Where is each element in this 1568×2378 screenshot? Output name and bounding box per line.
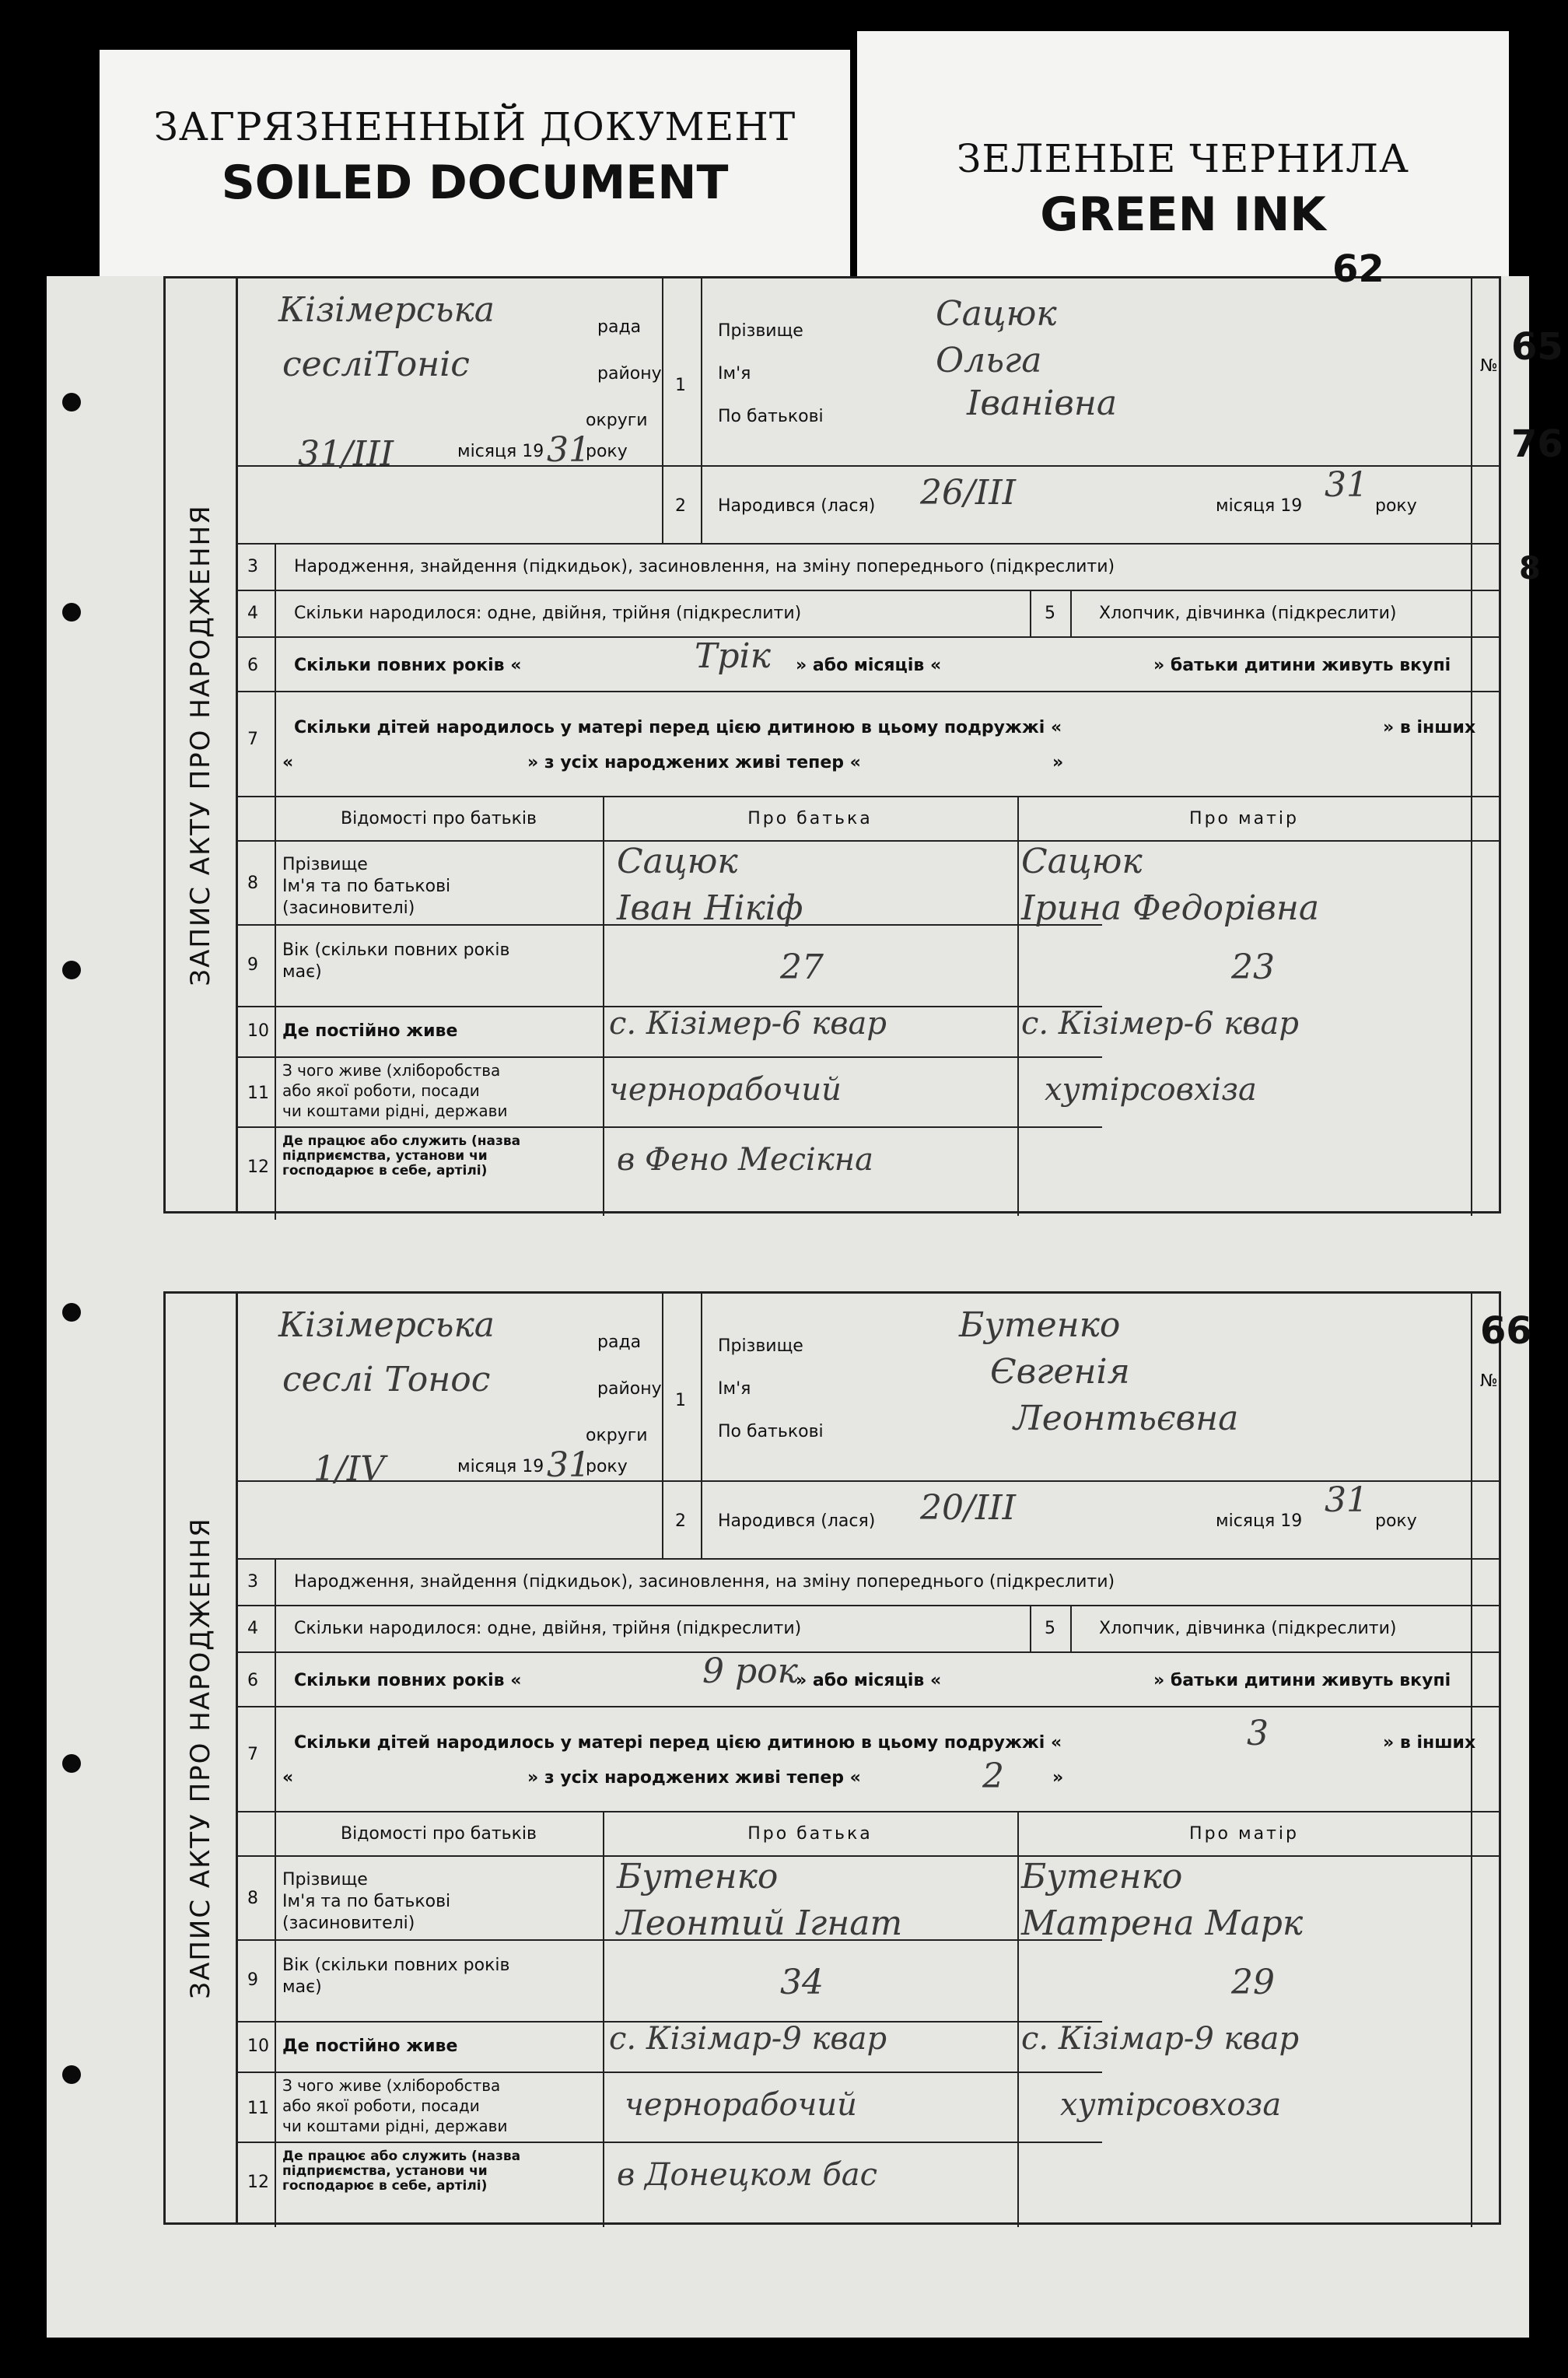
row-number: 11 bbox=[247, 2099, 269, 2118]
row-number: 1 bbox=[675, 1391, 686, 1410]
rada-value: Кізімерська bbox=[278, 1305, 495, 1345]
raion-value: сеслі Тонос bbox=[282, 1360, 491, 1399]
mother-age-value: 23 bbox=[1231, 947, 1275, 987]
reg-date-value: 31/ІІІ bbox=[298, 434, 394, 474]
row-number: 9 bbox=[247, 1970, 258, 1990]
document-page bbox=[47, 247, 1563, 2338]
surname-label: Прізвище bbox=[718, 321, 803, 341]
row-number: 8 bbox=[247, 874, 258, 893]
record-number: 65 bbox=[1511, 325, 1563, 369]
born-month-label: місяця 19 bbox=[1216, 496, 1303, 516]
row-number: 9 bbox=[247, 955, 258, 975]
row-number: 8 bbox=[247, 1889, 258, 1908]
row-number: 7 bbox=[247, 730, 258, 749]
binding-hole bbox=[62, 1303, 81, 1322]
row-number: 10 bbox=[247, 2037, 269, 2056]
born-date-value: 20/ІІІ bbox=[920, 1488, 1016, 1528]
row-number: 1 bbox=[675, 376, 686, 395]
father-work-value: в Фено Месікна bbox=[617, 1142, 873, 1178]
row9-text: Вік (скільки повних років має) bbox=[282, 1956, 510, 1997]
birth-record-1 bbox=[163, 247, 1563, 1214]
record-no-label: № bbox=[1480, 356, 1498, 376]
mother-name-value: Бутенко Матрена Марк bbox=[1021, 1857, 1304, 1943]
record-no-label: № bbox=[1480, 1371, 1498, 1391]
mother-residence-value: с. Кізімар-9 квар bbox=[1021, 2021, 1300, 2057]
father-age-value: 27 bbox=[780, 947, 824, 987]
row-number: 7 bbox=[247, 1745, 258, 1764]
reg-year-value: 31 bbox=[547, 430, 590, 470]
father-header: Про батька bbox=[747, 809, 873, 828]
okruha-label: округи bbox=[586, 1426, 648, 1445]
row7-text-b: » в інших bbox=[1383, 1733, 1476, 1753]
green-ink-label-en: GREEN INK bbox=[1040, 187, 1326, 242]
row-number: 12 bbox=[247, 2173, 269, 2192]
record-side-title: ЗАПИС АКТУ ПРО НАРОДЖЕННЯ bbox=[166, 278, 238, 1211]
row5-text: Хлопчик, дівчинка (підкреслити) bbox=[1099, 604, 1397, 623]
row6-text-b: » або місяців « bbox=[796, 1671, 942, 1690]
row6-text-c: » батьки дитини живуть вкупі bbox=[1153, 1671, 1451, 1690]
parents-header: Відомості про батьків bbox=[341, 1824, 537, 1844]
born-year-label: року bbox=[1375, 1511, 1417, 1531]
reg-month-label: місяця 19 bbox=[457, 1457, 544, 1476]
row11-text: З чого живе (хліборобства або якої роботи, посади чи коштами рідні, держави bbox=[282, 1061, 508, 1120]
soiled-label-en: SOILED DOCUMENT bbox=[221, 156, 729, 210]
row6-text-a: Скільки повних років « bbox=[294, 656, 522, 675]
father-residence-value: с. Кізімер-6 квар bbox=[609, 1006, 887, 1042]
row5-text: Хлопчик, дівчинка (підкреслити) bbox=[1099, 1619, 1397, 1638]
row12-text: Де працює або служить (назва підприємства, установи чи господарює в себе, артілі) bbox=[282, 1133, 521, 1178]
children-alive-value: 2 bbox=[982, 1756, 1004, 1796]
born-date-value: 26/ІІІ bbox=[920, 473, 1016, 513]
record-grid bbox=[236, 1294, 1532, 2222]
row8-text: Прізвище Ім'я та по батькові (засиновителі) bbox=[282, 855, 451, 918]
name-label: Ім'я bbox=[718, 1379, 751, 1399]
binding-hole bbox=[62, 2065, 81, 2084]
row4-text: Скільки народилося: одне, двійня, трійня (підкреслити) bbox=[294, 1619, 802, 1638]
row6-text-a: Скільки повних років « bbox=[294, 1671, 522, 1690]
row3-text: Народження, знайдення (підкидьок), засиновлення, на зміну попереднього (підкреслити) bbox=[294, 1572, 1115, 1592]
raion-value: сесліТоніс bbox=[282, 345, 470, 384]
row-number: 2 bbox=[675, 496, 686, 516]
born-year-value: 31 bbox=[1325, 465, 1368, 505]
name-label: Ім'я bbox=[718, 364, 751, 383]
mother-residence-value: с. Кізімер-6 квар bbox=[1021, 1006, 1299, 1042]
father-header: Про батька bbox=[747, 1824, 873, 1844]
patronymic-label: По батькові bbox=[718, 1422, 824, 1441]
row7-text-b: » в інших bbox=[1383, 718, 1476, 737]
father-name-value: Сацюк Іван Нікіф bbox=[617, 842, 803, 928]
reg-year-label: року bbox=[586, 1457, 628, 1476]
row7-text-e: » bbox=[1052, 753, 1064, 772]
row3-text: Народження, знайдення (підкидьок), засиновлення, на зміну попереднього (підкреслити) bbox=[294, 557, 1115, 576]
rada-label: рада bbox=[597, 317, 642, 337]
row-number: 5 bbox=[1045, 604, 1055, 623]
green-ink-label-ru: ЗЕЛЕНЫЕ ЧЕРНИЛА bbox=[957, 136, 1409, 181]
years-together-value: Трік bbox=[695, 636, 771, 676]
surname-value: Сацюк bbox=[936, 294, 1057, 334]
row-number: 6 bbox=[247, 656, 258, 675]
row6-text-c: » батьки дитини живуть вкупі bbox=[1153, 656, 1451, 675]
patronymic-label: По батькові bbox=[718, 407, 824, 426]
name-value: Євгенія bbox=[990, 1352, 1130, 1392]
surname-label: Прізвище bbox=[718, 1336, 803, 1356]
record-side-title: ЗАПИС АКТУ ПРО НАРОДЖЕННЯ bbox=[166, 1294, 238, 2222]
row8-text: Прізвище Ім'я та по батькові (засиновителі) bbox=[282, 1870, 451, 1933]
row7-text-d: » з усіх народжених живі тепер « bbox=[527, 753, 861, 772]
row10-text: Де постійно живе bbox=[282, 1021, 458, 1041]
father-residence-value: с. Кізімар-9 квар bbox=[609, 2021, 887, 2057]
page-mark: 62 bbox=[1332, 247, 1384, 291]
surname-value: Бутенко bbox=[959, 1305, 1121, 1345]
row-number: 12 bbox=[247, 1157, 269, 1177]
reg-date-value: 1/ІV bbox=[313, 1449, 385, 1489]
row7-text-c: « bbox=[282, 753, 294, 772]
mother-header: Про матір bbox=[1189, 809, 1299, 828]
father-work-value: в Донецком бас bbox=[617, 2157, 878, 2193]
green-ink-label bbox=[857, 31, 1509, 288]
soiled-document-label bbox=[100, 50, 850, 283]
father-name-value: Бутенко Леонтий Ігнат bbox=[617, 1857, 903, 1943]
mother-name-value: Сацюк Ірина Федорівна bbox=[1021, 842, 1320, 928]
reg-month-label: місяця 19 bbox=[457, 442, 544, 461]
rada-value: Кізімерська bbox=[278, 290, 495, 330]
reg-year-label: року bbox=[586, 442, 628, 461]
patronymic-value: Іванівна bbox=[967, 383, 1118, 423]
row7-text-e: » bbox=[1052, 1768, 1064, 1788]
record-grid bbox=[236, 247, 1563, 1211]
row-number: 4 bbox=[247, 604, 258, 623]
birth-record-2 bbox=[163, 1291, 1532, 2225]
row12-text: Де працює або служить (назва підприємства, установи чи господарює в себе, артілі) bbox=[282, 2149, 521, 2194]
raion-label: району bbox=[597, 1379, 662, 1399]
row-number: 6 bbox=[247, 1671, 258, 1690]
side-mark: 76 bbox=[1511, 422, 1563, 466]
binding-hole bbox=[62, 393, 81, 412]
row-number: 4 bbox=[247, 1619, 258, 1638]
father-age-value: 34 bbox=[780, 1963, 824, 2002]
mother-header: Про матір bbox=[1189, 1824, 1299, 1844]
reg-year-value: 31 bbox=[547, 1445, 590, 1485]
record-number: 66 bbox=[1480, 1309, 1532, 1353]
binding-hole bbox=[62, 961, 81, 979]
binding-hole bbox=[62, 1754, 81, 1773]
row-number: 2 bbox=[675, 1511, 686, 1531]
born-year-value: 31 bbox=[1325, 1480, 1368, 1520]
raion-label: району bbox=[597, 364, 662, 383]
row7-text-a: Скільки дітей народилось у матері перед цією дитиною в цьому подружжі « bbox=[294, 718, 1062, 737]
soiled-label-ru: ЗАГРЯЗНЕННЫЙ ДОКУМЕНТ bbox=[153, 104, 796, 149]
side-mark: 8 bbox=[1519, 551, 1541, 587]
row11-text: З чого живе (хліборобства або якої роботи, посади чи коштами рідні, держави bbox=[282, 2076, 508, 2135]
father-occupation-value: чернорабочий bbox=[609, 1072, 842, 1108]
rada-label: рада bbox=[597, 1333, 642, 1352]
row4-text: Скільки народилося: одне, двійня, трійня (підкреслити) bbox=[294, 604, 802, 623]
born-label: Народився (лася) bbox=[718, 1511, 876, 1531]
row-number: 3 bbox=[247, 557, 258, 576]
row-number: 3 bbox=[247, 1572, 258, 1592]
row9-text: Вік (скільки повних років має) bbox=[282, 940, 510, 982]
row-number: 10 bbox=[247, 1021, 269, 1041]
row7-text-c: « bbox=[282, 1768, 294, 1788]
name-value: Ольга bbox=[936, 341, 1042, 380]
row-number: 5 bbox=[1045, 1619, 1055, 1638]
mother-occupation-value: хутірсовхоза bbox=[1060, 2087, 1282, 2123]
mother-age-value: 29 bbox=[1231, 1963, 1275, 2002]
mother-occupation-value: хутірсовхіза bbox=[1045, 1072, 1257, 1108]
years-together-value: 9 рок bbox=[702, 1651, 798, 1691]
children-before-value: 3 bbox=[1247, 1714, 1269, 1753]
parents-header: Відомості про батьків bbox=[341, 809, 537, 828]
father-occupation-value: чернорабочий bbox=[625, 2087, 857, 2123]
born-year-label: року bbox=[1375, 496, 1417, 516]
okruha-label: округи bbox=[586, 411, 648, 430]
born-label: Народився (лася) bbox=[718, 496, 876, 516]
born-month-label: місяця 19 bbox=[1216, 1511, 1303, 1531]
row-number: 11 bbox=[247, 1084, 269, 1103]
binding-hole bbox=[62, 603, 81, 622]
row10-text: Де постійно живе bbox=[282, 2037, 458, 2056]
row7-text-d: » з усіх народжених живі тепер « bbox=[527, 1768, 861, 1788]
patronymic-value: Леонтьєвна bbox=[1013, 1399, 1239, 1438]
row6-text-b: » або місяців « bbox=[796, 656, 942, 675]
row7-text-a: Скільки дітей народилось у матері перед цією дитиною в цьому подружжі « bbox=[294, 1733, 1062, 1753]
